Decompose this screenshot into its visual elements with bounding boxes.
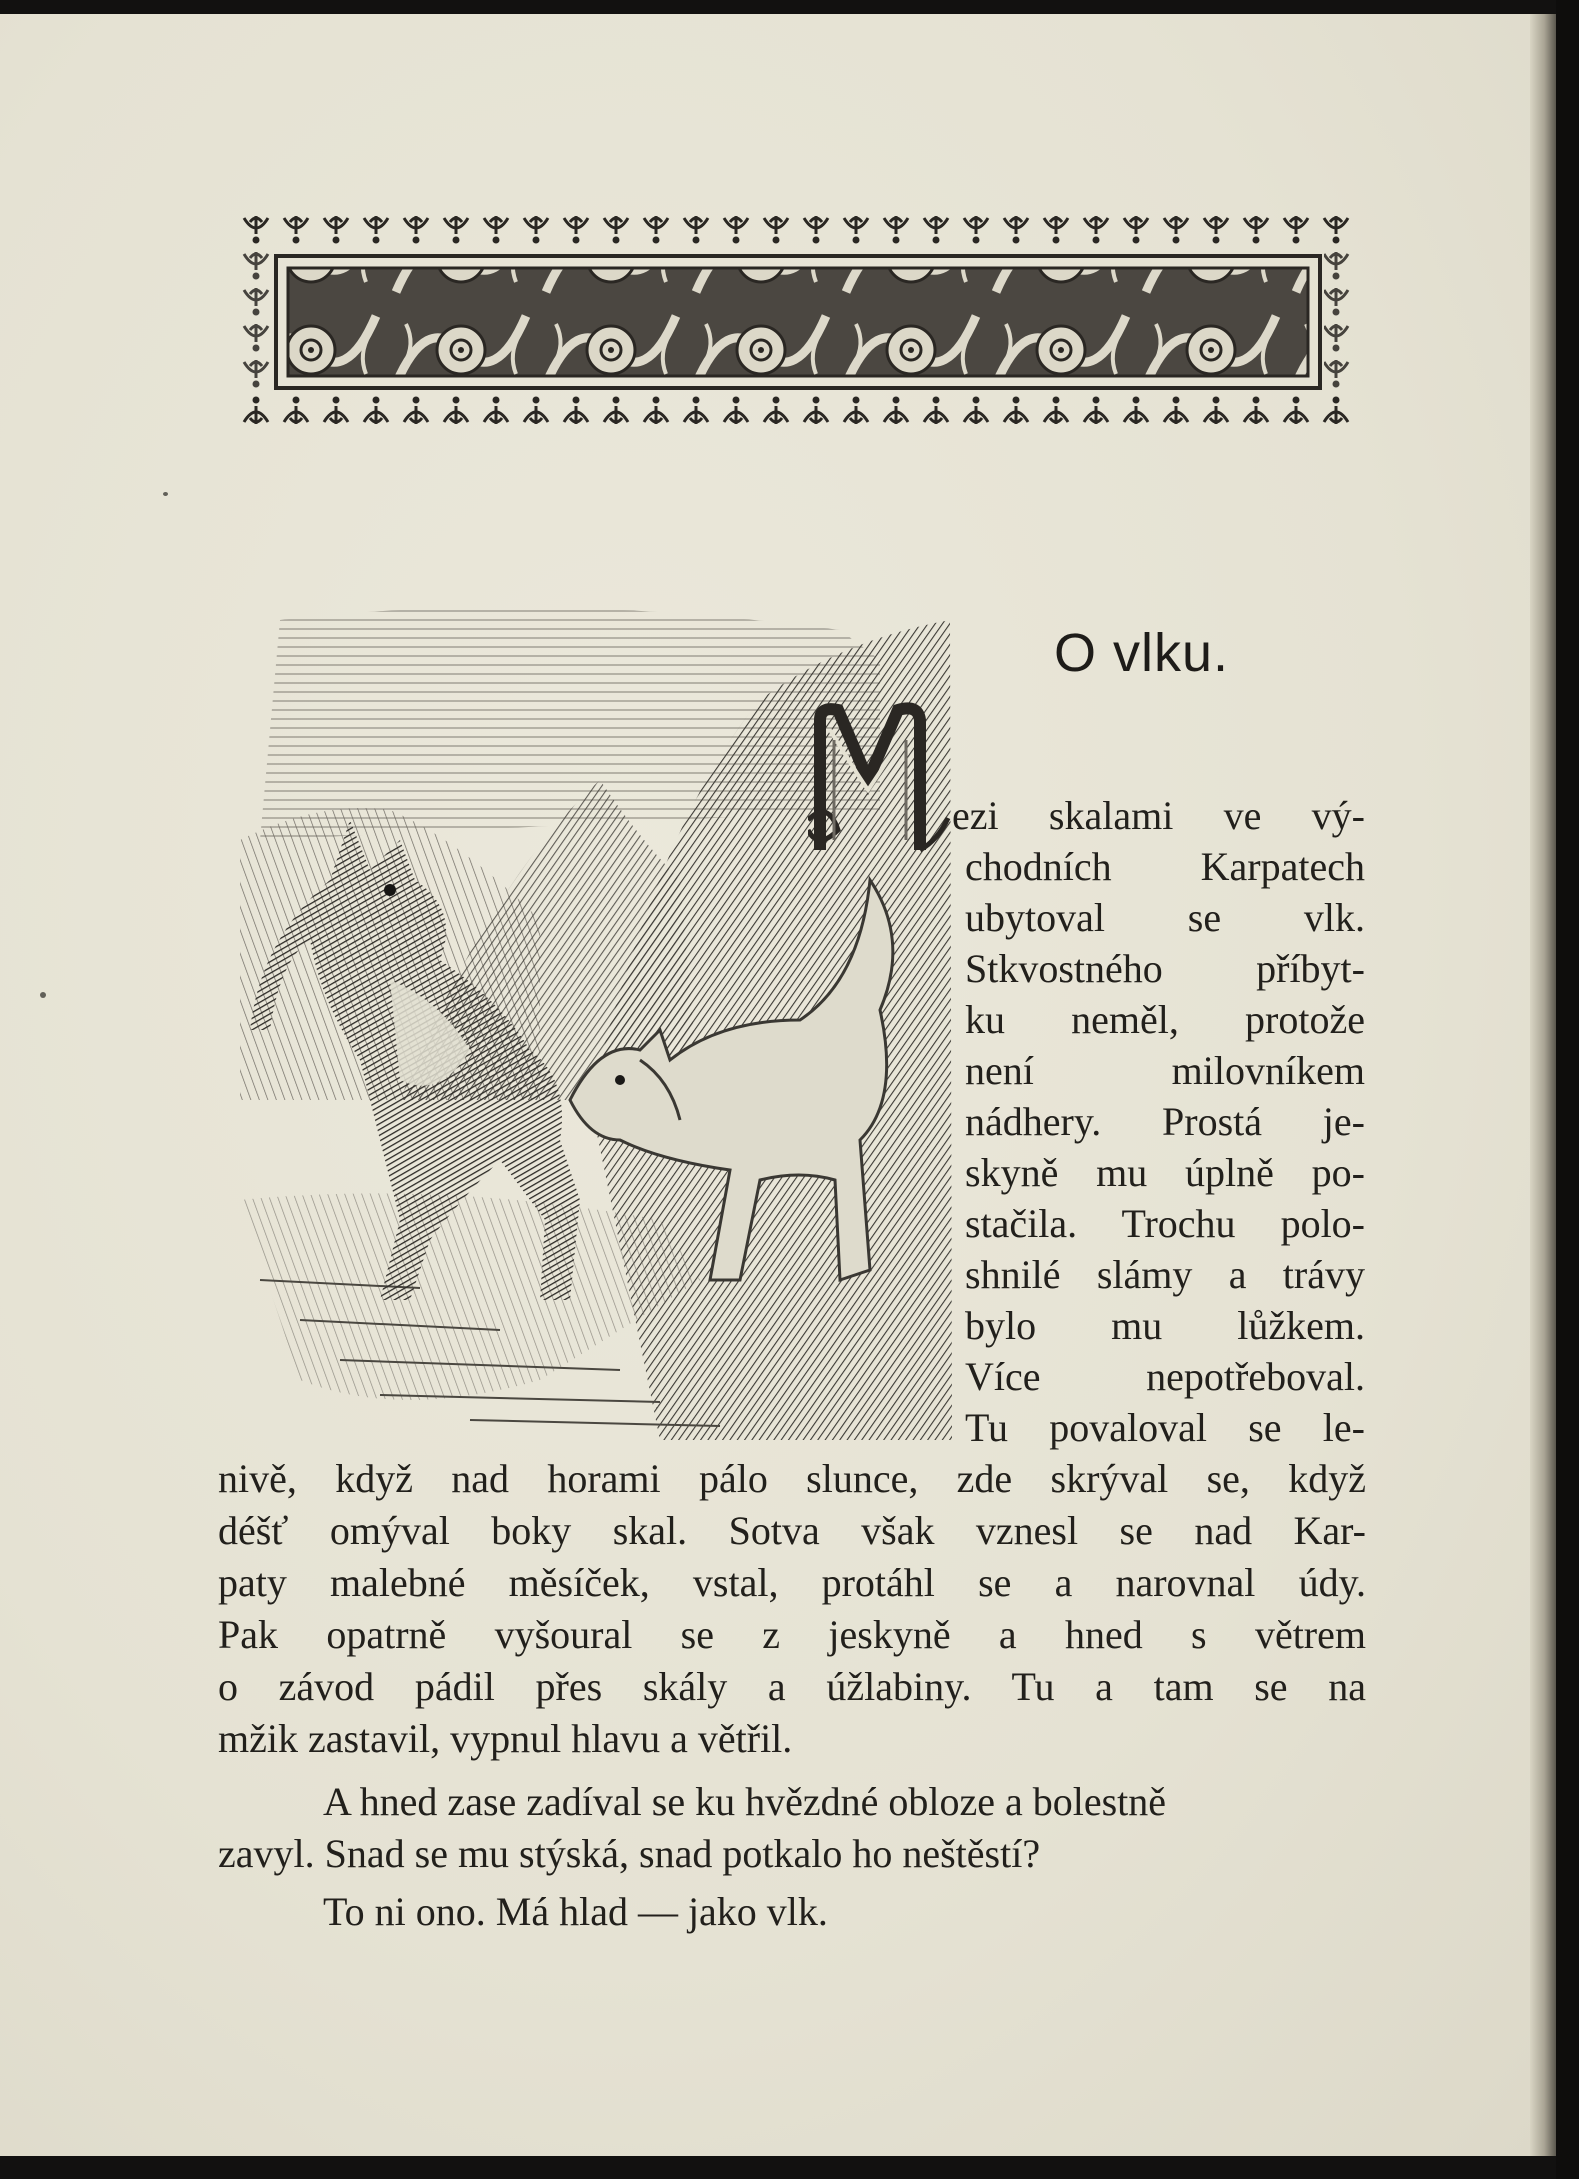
text-line: skyně mu úplně po-	[965, 1150, 1365, 1195]
paragraph-2-line: A hned zase zadíval se ku hvězdné obloze a bolestně	[323, 1779, 1167, 1824]
text-line: bylo mu lůžkem.	[965, 1303, 1365, 1348]
text-line: paty malebné měsíček, vstal, protáhl se a narovnal údy.	[218, 1560, 1366, 1605]
text-line: Tu povaloval se le-	[965, 1405, 1365, 1450]
text-line: Více nepotřeboval.	[965, 1354, 1365, 1399]
ornamental-header-border	[236, 212, 1360, 432]
text-line: ezi skalami ve vý-	[952, 793, 1365, 838]
text-line: mžik zastavil, vypnul hlavu a větřil.	[218, 1716, 793, 1761]
text-line: Pak opatrně vyšoural se z jeskyně a hned s větrem	[218, 1612, 1366, 1657]
text-line: stačila. Trochu polo-	[965, 1201, 1365, 1246]
closing-line: To ni ono. Má hlad — jako vlk.	[323, 1889, 828, 1934]
text-line: není milovníkem	[965, 1048, 1365, 1093]
text-line: nádhery. Prostá je-	[965, 1099, 1365, 1144]
paragraph-2-line: zavyl. Snad se mu stýská, snad potkalo ho neštěstí?	[218, 1831, 1041, 1876]
scan-border	[1556, 0, 1579, 2179]
text-line: nivě, když nad horami pálo slunce, zde skrýval se, když	[218, 1456, 1366, 1501]
text-line: ubytoval se vlk.	[965, 895, 1365, 940]
text-line: shnilé slámy a trávy	[965, 1252, 1365, 1297]
text-line: ku neměl, protože	[965, 997, 1365, 1042]
text-line: déšť omýval boky skal. Sotva však vznesl se nad Kar-	[218, 1508, 1366, 1553]
scan-speck	[40, 992, 46, 998]
text-line: Stkvostného příbyt-	[965, 946, 1365, 991]
text-line: chodních Karpatech	[965, 844, 1365, 889]
text-line: o závod pádil přes skály a úžlabiny. Tu a tam se na	[218, 1664, 1366, 1709]
scan-speck	[163, 492, 168, 496]
chapter-title: O vlku.	[1054, 623, 1230, 683]
page-gutter-shadow	[1530, 14, 1556, 2156]
decorative-initial-M	[808, 700, 954, 856]
